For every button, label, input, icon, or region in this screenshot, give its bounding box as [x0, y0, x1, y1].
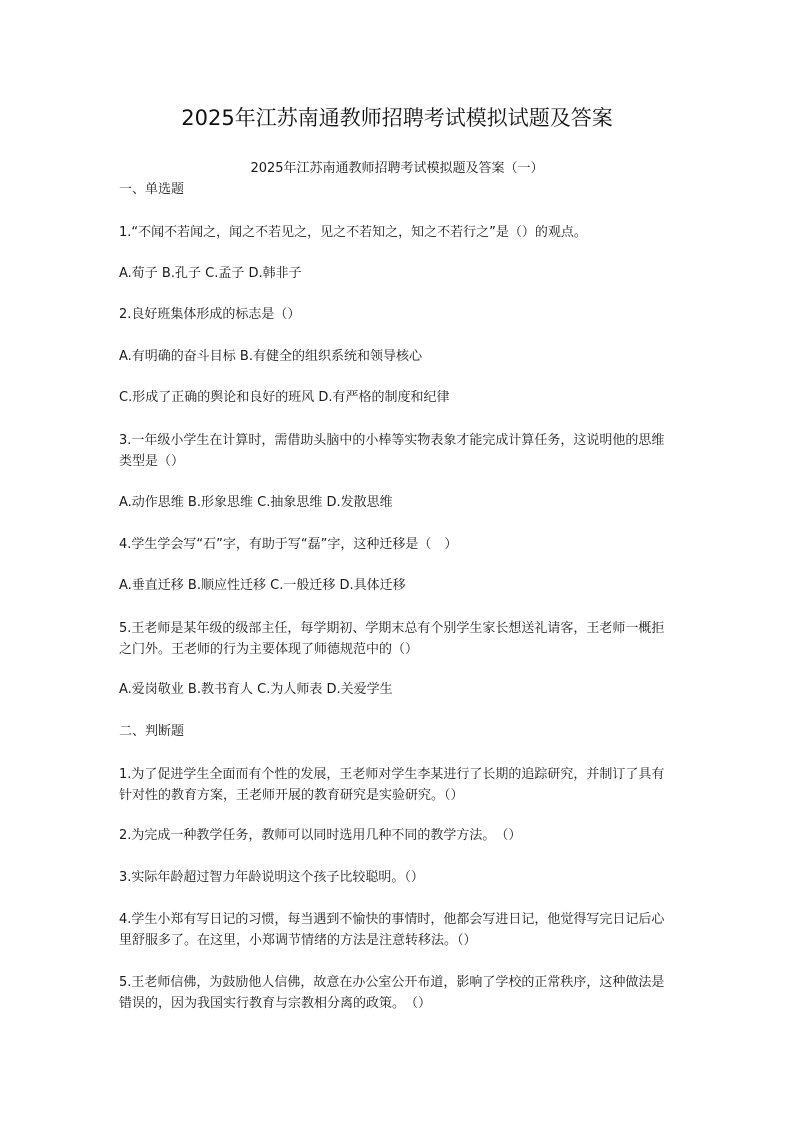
- document-subtitle: 2025年江苏南通教师招聘考试模拟题及答案（一）: [250, 161, 544, 176]
- question-1-options: A.荀子 B.孔子 C.孟子 D.韩非子: [119, 266, 302, 281]
- question-3-options: A.动作思维 B.形象思维 C.抽象思维 D.发散思维: [119, 495, 393, 510]
- judgement-4: 4.学生小郑有写日记的习惯，每当遇到不愉快的事情时，他都会写进日记，他觉得写完日记后心里舒服多了。在这里，小郑调节情绪的方法是注意转移法。（）: [119, 912, 665, 948]
- question-4-stem: 4.学生学会写“石”字，有助于写“磊”字，这种迁移是（ ）: [119, 537, 458, 552]
- judgement-1: 1.为了促进学生全面而有个性的发展，王老师对学生李某进行了长期的追踪研究，并制订了具有针对性的教育方案，王老师开展的教育研究是实验研究。（）: [119, 767, 665, 803]
- question-1-stem: 1.“不闻不若闻之，闻之不若见之，见之不若知之，知之不若行之”是（）的观点。: [119, 225, 587, 240]
- question-2-options-line1: A.有明确的奋斗目标 B.有健全的组织系统和领导核心: [119, 349, 422, 364]
- question-3-stem: 3.一年级小学生在计算时，需借助头脑中的小棒等实物表象才能完成计算任务，这说明他的思维类型是（）: [119, 433, 665, 469]
- judgement-5: 5.王老师信佛，为鼓励他人信佛，故意在办公室公开布道，影响了学校的正常秩序，这种做法是错误的，因为我国实行教育与宗教相分离的政策。 （）: [119, 975, 665, 1011]
- question-4-options: A.垂直迁移 B.顺应性迁移 C.一般迁移 D.具体迁移: [119, 578, 406, 593]
- judgement-3: 3.实际年龄超过智力年龄说明这个孩子比较聪明。（）: [119, 870, 424, 885]
- question-5-options: A.爱岗敬业 B.教书育人 C.为人师表 D.关爱学生: [119, 682, 393, 697]
- question-5-stem: 5.王老师是某年级的级部主任，每学期初、学期末总有个别学生家长想送礼请客，王老师一概拒之门外。王老师的行为主要体现了师德规范中的（）: [119, 621, 665, 657]
- document-title: 2025年江苏南通教师招聘考试模拟试题及答案: [181, 106, 613, 130]
- section-heading-single-choice: 一、单选题: [119, 182, 185, 197]
- judgement-2: 2.为完成一种教学任务，教师可以同时选用几种不同的教学方法。 （）: [119, 828, 522, 843]
- section-heading-true-false: 二、判断题: [119, 724, 185, 739]
- question-2-stem: 2.良好班集体形成的标志是（）: [119, 307, 301, 322]
- question-2-options-line2: C.形成了正确的舆论和良好的班风 D.有严格的制度和纪律: [119, 390, 450, 405]
